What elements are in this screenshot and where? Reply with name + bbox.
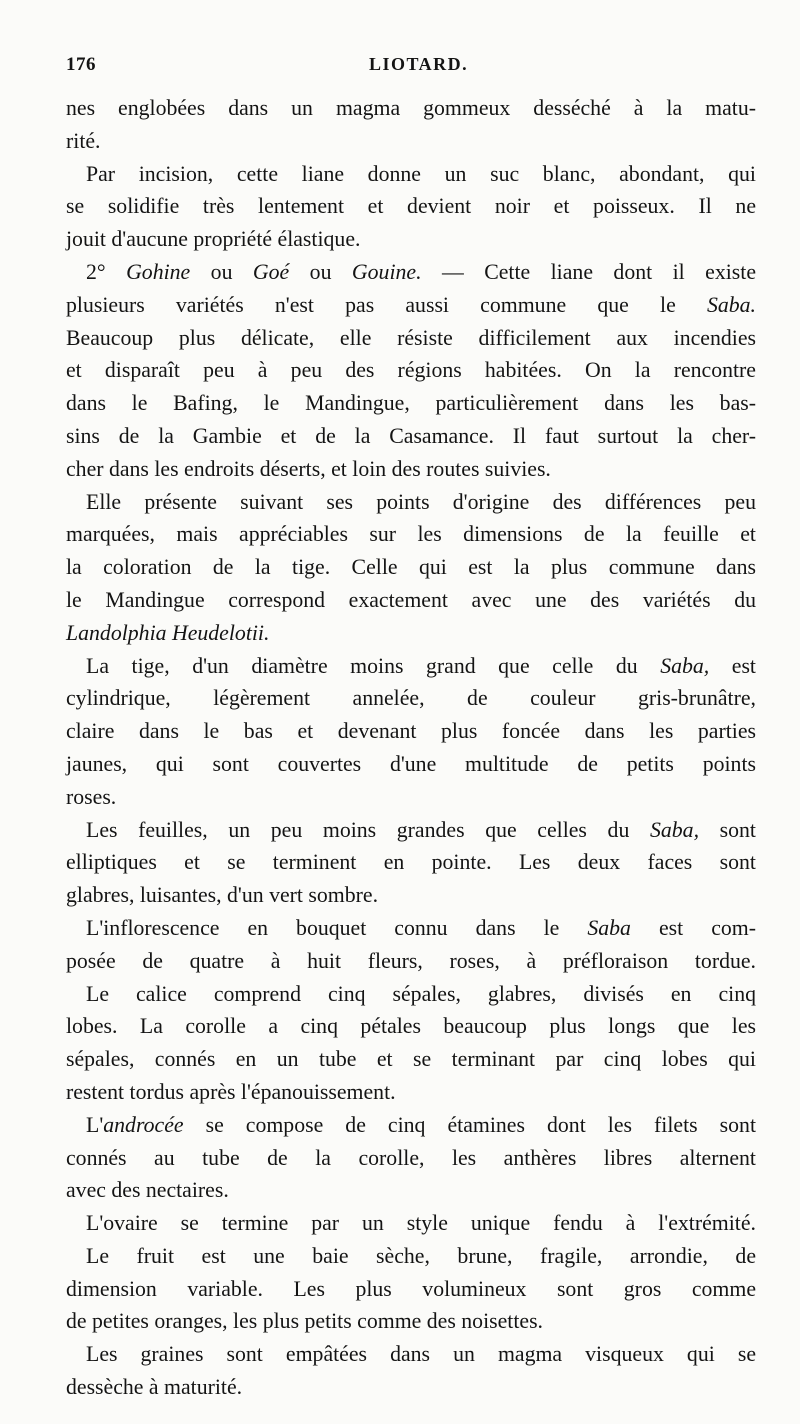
text-line: dans le Bafing, le Mandingue, particulièrement dans les bas- [66, 391, 756, 416]
running-head: LIOTARD. [369, 54, 469, 74]
italic-run: Saba, [660, 653, 710, 678]
text-line [66, 1109, 756, 1142]
text-run: L' [86, 1112, 104, 1137]
text-line: Beaucoup plus délicate, elle résiste difficilement aux incendies [66, 325, 756, 350]
text-line: rité. [66, 128, 101, 153]
text-run: 2° [86, 259, 127, 284]
body-text [66, 92, 756, 1404]
text-line: L'ovaire se termine par un style unique fendu à l'extrémité. [86, 1211, 756, 1236]
text-line: Landolphia Heudelotii. [66, 620, 270, 645]
text-line: de petites oranges, les plus petits comme des noisettes. [66, 1309, 544, 1334]
text-line: cher dans les endroits déserts, et loin des routes suivies. [66, 456, 551, 481]
italic-run: Saba, [649, 817, 700, 842]
text-line: Elle présente suivant ses points d'origine des différences peu [86, 489, 756, 514]
text-line: avec des nectaires. [66, 1178, 229, 1203]
text-line: marquées, mais appréciables sur les dimensions de la feuille et [66, 522, 756, 547]
text-run: sont [699, 817, 756, 842]
text-line [66, 289, 756, 322]
page-number: 176 [66, 54, 96, 75]
text-line [66, 650, 756, 683]
text-run: — Cette liane dont il existe [421, 259, 756, 284]
text-line: sépales, connés en un tube et se terminant par cinq lobes qui [66, 1047, 756, 1072]
text-line: le Mandingue correspond exactement avec une des variétés du [66, 587, 756, 612]
text-line [66, 256, 756, 289]
text-run: ou [190, 259, 253, 284]
text-line: Le calice comprend cinq sépales, glabres, divisés en cinq [86, 981, 756, 1006]
text-line: claire dans le bas et devenant plus foncée dans les parties [66, 719, 756, 744]
text-line: nes englobées dans un magma gommeux desséché à la matu- [66, 96, 756, 120]
text-line: Le fruit est une baie sèche, brune, fragile, arrondie, de [86, 1243, 756, 1268]
text-run: se compose de cinq étamines dont les filets sont [183, 1112, 756, 1137]
text-run: Les feuilles, un peu moins grandes que celles du [86, 817, 650, 842]
italic-run: Saba [587, 915, 631, 940]
text-run: plusieurs variétés n'est pas aussi commune que le [66, 292, 707, 317]
text-line: sins de la Gambie et de la Casamance. Il faut surtout la cher- [66, 423, 756, 448]
text-line: roses. [66, 784, 117, 809]
text-line: et disparaît peu à peu des régions habitées. On la rencontre [66, 358, 756, 383]
text-line: dimension variable. Les plus volumineux sont gros comme [66, 1276, 756, 1301]
text-line: lobes. La corolle a cinq pétales beaucoup plus longs que les [66, 1014, 756, 1039]
italic-run: Goé [252, 259, 290, 284]
text-run: La tige, d'un diamètre moins grand que celle du [86, 653, 661, 678]
text-line: dessèche à maturité. [66, 1375, 243, 1400]
text-line: elliptiques et se terminent en pointe. Les deux faces sont [66, 850, 756, 875]
page-header [66, 54, 756, 84]
text-line: Les graines sont empâtées dans un magma visqueux qui se [86, 1342, 756, 1367]
text-line: Par incision, cette liane donne un suc blanc, abondant, qui [86, 161, 756, 186]
italic-run: Saba. [706, 292, 756, 317]
text-line: jouit d'aucune propriété élastique. [66, 227, 361, 252]
text-line [66, 814, 756, 847]
italic-run: Gouine. [351, 259, 422, 284]
italic-run: androcée [103, 1112, 184, 1137]
text-line: connés au tube de la corolle, les anthères libres alternent [66, 1145, 756, 1170]
text-run: est com- [630, 915, 756, 940]
text-line: posée de quatre à huit fleurs, roses, à préfloraison tordue. [66, 948, 756, 973]
italic-run: Gohine [126, 259, 191, 284]
text-run: ou [289, 259, 352, 284]
text-line: glabres, luisantes, d'un vert sombre. [66, 883, 379, 908]
text-line: cylindrique, légèrement annelée, de couleur gris-brunâtre, [66, 686, 756, 711]
text-line [66, 912, 756, 945]
text-line: restent tordus après l'épanouissement. [66, 1079, 396, 1104]
text-line: jaunes, qui sont couvertes d'une multitude de petits points [66, 751, 756, 776]
text-line: se solidifie très lentement et devient noir et poisseux. Il ne [66, 194, 756, 219]
text-run: est [709, 653, 756, 678]
text-run: L'inflorescence en bouquet connu dans le [86, 915, 588, 940]
text-line: la coloration de la tige. Celle qui est la plus commune dans [66, 555, 756, 580]
